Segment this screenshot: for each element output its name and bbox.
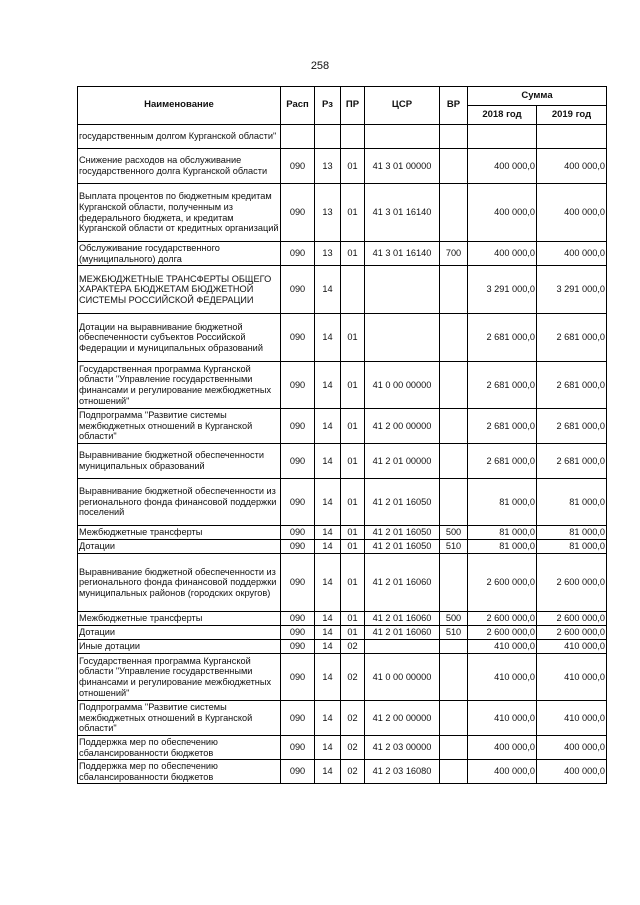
row-sum-2018: 410 000,0 (468, 654, 537, 701)
row-rz: 14 (315, 554, 341, 612)
row-vr: 510 (440, 626, 468, 640)
row-rz: 14 (315, 640, 341, 654)
row-name: Государственная программа Курганской области "Управление государственными финансами и регулирование межбюджетных отношений" (78, 362, 281, 409)
row-rasp: 090 (281, 362, 315, 409)
row-vr: 500 (440, 612, 468, 626)
row-sum-2018: 410 000,0 (468, 640, 537, 654)
table-body (78, 125, 607, 784)
row-csr: 41 2 01 16060 (365, 554, 440, 612)
row-sum-2019: 81 000,0 (537, 526, 607, 540)
row-vr (440, 362, 468, 409)
row-csr (365, 640, 440, 654)
row-name: государственным долгом Курганской области" (78, 125, 281, 149)
header-rz: Рз (315, 87, 341, 125)
row-vr (440, 444, 468, 479)
row-csr: 41 2 01 16050 (365, 479, 440, 526)
row-sum-2018: 81 000,0 (468, 479, 537, 526)
row-sum-2019: 400 000,0 (537, 184, 607, 242)
row-pr: 01 (341, 314, 365, 362)
row-sum-2018: 2 681 000,0 (468, 314, 537, 362)
row-sum-2018: 2 600 000,0 (468, 626, 537, 640)
row-name: Выравнивание бюджетной обеспеченности из регионального фонда финансовой поддержки муниципальных районов (городских округов) (78, 554, 281, 612)
row-csr: 41 2 03 16080 (365, 760, 440, 784)
table-row (78, 479, 607, 526)
row-csr: 41 0 00 00000 (365, 362, 440, 409)
row-csr: 41 3 01 16140 (365, 242, 440, 266)
header-year-2019: 2019 год (537, 106, 607, 125)
row-vr (440, 654, 468, 701)
row-sum-2019: 3 291 000,0 (537, 266, 607, 314)
row-rasp: 090 (281, 640, 315, 654)
row-sum-2019: 410 000,0 (537, 640, 607, 654)
row-vr (440, 314, 468, 362)
header-name: Наименование (78, 87, 281, 125)
row-name: Снижение расходов на обслуживание государственного долга Курганской области (78, 149, 281, 184)
row-name: Государственная программа Курганской области "Управление государственными финансами и регулирование межбюджетных отношений" (78, 654, 281, 701)
row-name: Дотации на выравнивание бюджетной обеспеченности субъектов Российской Федерации и муниципальных образований (78, 314, 281, 362)
row-vr (440, 760, 468, 784)
row-csr (365, 314, 440, 362)
row-name: Дотации (78, 626, 281, 640)
table-row (78, 242, 607, 266)
row-csr: 41 2 01 00000 (365, 444, 440, 479)
row-rasp: 090 (281, 242, 315, 266)
row-name: Дотации (78, 540, 281, 554)
page-number: 258 (310, 60, 330, 72)
row-rz: 14 (315, 612, 341, 626)
row-rz: 14 (315, 526, 341, 540)
header-vr: ВР (440, 87, 468, 125)
row-csr: 41 2 01 16050 (365, 540, 440, 554)
row-sum-2019: 81 000,0 (537, 540, 607, 554)
row-rasp: 090 (281, 612, 315, 626)
row-sum-2019: 400 000,0 (537, 760, 607, 784)
row-rz: 14 (315, 444, 341, 479)
table-row (78, 540, 607, 554)
row-rz: 14 (315, 479, 341, 526)
row-vr (440, 554, 468, 612)
row-rz: 13 (315, 149, 341, 184)
row-rasp: 090 (281, 479, 315, 526)
row-name: Обслуживание государственного (муниципального) долга (78, 242, 281, 266)
header-pr: ПР (341, 87, 365, 125)
row-name: Подпрограмма "Развитие системы межбюджетных отношений в Курганской области" (78, 409, 281, 444)
row-csr: 41 2 01 16060 (365, 612, 440, 626)
row-pr (341, 125, 365, 149)
row-name: Подпрограмма "Развитие системы межбюджетных отношений в Курганской области" (78, 701, 281, 736)
table-row (78, 626, 607, 640)
row-csr: 41 3 01 00000 (365, 149, 440, 184)
row-rasp: 090 (281, 526, 315, 540)
row-pr: 01 (341, 242, 365, 266)
header-year-2018: 2018 год (468, 106, 537, 125)
table-row (78, 184, 607, 242)
row-pr: 01 (341, 444, 365, 479)
row-sum-2019: 2 600 000,0 (537, 612, 607, 626)
table-row (78, 444, 607, 479)
row-pr: 02 (341, 701, 365, 736)
row-sum-2018: 2 681 000,0 (468, 409, 537, 444)
header-csr: ЦСР (365, 87, 440, 125)
row-pr: 01 (341, 184, 365, 242)
row-rasp: 090 (281, 654, 315, 701)
row-rasp: 090 (281, 554, 315, 612)
row-rz: 14 (315, 654, 341, 701)
row-pr: 01 (341, 626, 365, 640)
row-rasp: 090 (281, 701, 315, 736)
row-name: МЕЖБЮДЖЕТНЫЕ ТРАНСФЕРТЫ ОБЩЕГО ХАРАКТЕРА БЮДЖЕТАМ БЮДЖЕТНОЙ СИСТЕМЫ РОССИЙСКОЙ ФЕДЕРАЦИИ (78, 266, 281, 314)
table-row (78, 554, 607, 612)
row-sum-2018 (468, 125, 537, 149)
row-rasp: 090 (281, 314, 315, 362)
row-pr: 02 (341, 736, 365, 760)
row-rz: 14 (315, 760, 341, 784)
table-row (78, 149, 607, 184)
table-row (78, 736, 607, 760)
row-name: Выравнивание бюджетной обеспеченности из регионального фонда финансовой поддержки поселений (78, 479, 281, 526)
row-vr (440, 125, 468, 149)
row-rasp: 090 (281, 444, 315, 479)
row-vr (440, 736, 468, 760)
row-sum-2019: 81 000,0 (537, 479, 607, 526)
table-row (78, 701, 607, 736)
row-sum-2019 (537, 125, 607, 149)
row-rz: 14 (315, 409, 341, 444)
row-sum-2018: 2 600 000,0 (468, 554, 537, 612)
row-sum-2018: 410 000,0 (468, 701, 537, 736)
row-rasp: 090 (281, 184, 315, 242)
row-rasp: 090 (281, 149, 315, 184)
row-csr: 41 2 03 00000 (365, 736, 440, 760)
row-pr: 01 (341, 479, 365, 526)
row-sum-2019: 2 681 000,0 (537, 362, 607, 409)
table-row (78, 612, 607, 626)
row-vr (440, 640, 468, 654)
row-rasp: 090 (281, 626, 315, 640)
row-sum-2018: 400 000,0 (468, 184, 537, 242)
row-rz: 14 (315, 314, 341, 362)
row-sum-2018: 2 681 000,0 (468, 362, 537, 409)
row-pr: 02 (341, 654, 365, 701)
table-row (78, 526, 607, 540)
row-rasp: 090 (281, 266, 315, 314)
row-csr: 41 0 00 00000 (365, 654, 440, 701)
row-pr: 01 (341, 612, 365, 626)
row-sum-2019: 410 000,0 (537, 701, 607, 736)
row-rz: 13 (315, 242, 341, 266)
row-pr: 01 (341, 526, 365, 540)
row-sum-2018: 3 291 000,0 (468, 266, 537, 314)
row-pr: 01 (341, 554, 365, 612)
row-name: Межбюджетные трансферты (78, 612, 281, 626)
row-sum-2018: 81 000,0 (468, 526, 537, 540)
row-sum-2019: 2 681 000,0 (537, 409, 607, 444)
row-pr (341, 266, 365, 314)
row-sum-2018: 400 000,0 (468, 242, 537, 266)
row-pr: 02 (341, 760, 365, 784)
row-sum-2018: 2 600 000,0 (468, 612, 537, 626)
row-name: Межбюджетные трансферты (78, 526, 281, 540)
row-vr (440, 184, 468, 242)
row-sum-2019: 2 681 000,0 (537, 444, 607, 479)
row-sum-2019: 2 600 000,0 (537, 554, 607, 612)
row-sum-2018: 400 000,0 (468, 149, 537, 184)
row-sum-2018: 400 000,0 (468, 760, 537, 784)
row-name: Поддержка мер по обеспечению сбалансированности бюджетов (78, 760, 281, 784)
table-row (78, 654, 607, 701)
row-name: Выравнивание бюджетной обеспеченности муниципальных образований (78, 444, 281, 479)
row-vr (440, 701, 468, 736)
table-row (78, 125, 607, 149)
budget-table (77, 86, 607, 784)
row-sum-2019: 410 000,0 (537, 654, 607, 701)
table-row (78, 640, 607, 654)
table-row (78, 760, 607, 784)
row-pr: 01 (341, 362, 365, 409)
row-csr (365, 266, 440, 314)
row-rz: 14 (315, 266, 341, 314)
row-rz (315, 125, 341, 149)
row-sum-2019: 2 681 000,0 (537, 314, 607, 362)
row-sum-2018: 400 000,0 (468, 736, 537, 760)
row-rasp: 090 (281, 760, 315, 784)
row-csr: 41 3 01 16140 (365, 184, 440, 242)
row-sum-2018: 81 000,0 (468, 540, 537, 554)
row-vr (440, 409, 468, 444)
row-pr: 01 (341, 149, 365, 184)
row-rz: 13 (315, 184, 341, 242)
row-csr: 41 2 01 16050 (365, 526, 440, 540)
header-summa: Сумма (468, 87, 607, 106)
table-row (78, 362, 607, 409)
row-rz: 14 (315, 626, 341, 640)
row-csr: 41 2 00 00000 (365, 409, 440, 444)
row-sum-2019: 400 000,0 (537, 149, 607, 184)
table-row (78, 314, 607, 362)
row-pr: 01 (341, 540, 365, 554)
table-row (78, 409, 607, 444)
row-rz: 14 (315, 362, 341, 409)
row-vr (440, 266, 468, 314)
row-vr (440, 479, 468, 526)
row-rz: 14 (315, 540, 341, 554)
row-csr: 41 2 01 16060 (365, 626, 440, 640)
row-vr: 510 (440, 540, 468, 554)
row-rasp: 090 (281, 736, 315, 760)
row-pr: 02 (341, 640, 365, 654)
row-csr: 41 2 00 00000 (365, 701, 440, 736)
row-csr (365, 125, 440, 149)
row-name: Поддержка мер по обеспечению сбалансированности бюджетов (78, 736, 281, 760)
row-rz: 14 (315, 736, 341, 760)
row-vr (440, 149, 468, 184)
table-row (78, 266, 607, 314)
row-sum-2018: 2 681 000,0 (468, 444, 537, 479)
row-rasp (281, 125, 315, 149)
row-rasp: 090 (281, 409, 315, 444)
row-vr: 500 (440, 526, 468, 540)
row-name: Иные дотации (78, 640, 281, 654)
row-name: Выплата процентов по бюджетным кредитам Курганской области, полученным из федерального бюджета, и кредитам Курганской области от кредитных организаций (78, 184, 281, 242)
row-pr: 01 (341, 409, 365, 444)
header-rasp: Расп (281, 87, 315, 125)
row-rz: 14 (315, 701, 341, 736)
row-sum-2019: 2 600 000,0 (537, 626, 607, 640)
row-vr: 700 (440, 242, 468, 266)
row-sum-2019: 400 000,0 (537, 736, 607, 760)
row-rasp: 090 (281, 540, 315, 554)
row-sum-2019: 400 000,0 (537, 242, 607, 266)
